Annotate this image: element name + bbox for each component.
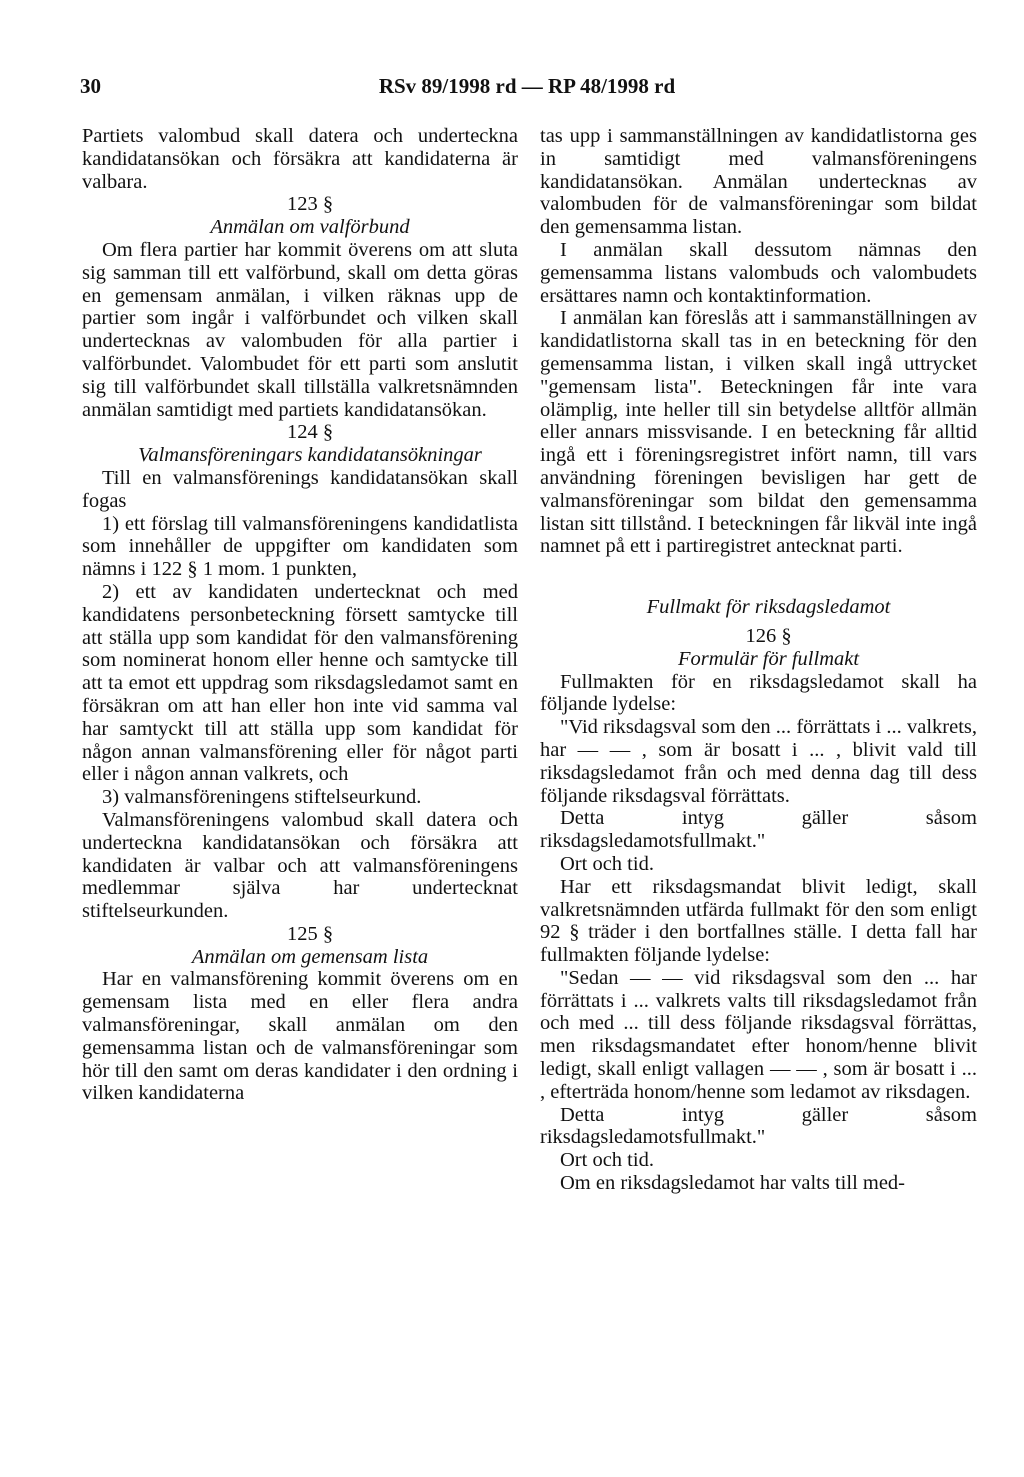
paragraph: Har en valmansförening kommit överens om en gemensam lista med en eller flera andra valmansföreningar, skall anmälan om den gemensamma listan och de valmansföreningar som hör till den samt om deras kandidater i den ordning i vilken kandidaterna — [82, 968, 518, 1105]
section-number: 126 § — [745, 624, 792, 647]
running-header: RSv 89/1998 rd — RP 48/1998 rd — [378, 74, 676, 98]
paragraph: I anmälan kan föreslås att i sammanställningen av kandidatlistorna skall tas in en beteckning för den gemensamma listan, i vilken skall ingå uttrycket "gemensam lista". Beteckningen får inte vara olämplig, inte heller till sin betydelse alltför allmän eller annars missvisande. I en beteckning får alltid ingå ett i föreningsregistret infört namn, till vars användning föreningen bevisligen har gett de valmansföreningar som bildat den gemensamma listan sitt tillstånd. I beteckningen får likväl inte ingå namnet på ett i partiregistret antecknat parti. — [540, 307, 977, 558]
section-title: Anmälan om valförbund — [210, 216, 410, 239]
chapter-title: Fullmakt för riksdagsledamot — [646, 596, 891, 619]
paragraph: Till en valmansförenings kandidatansökan skall fogas — [82, 466, 518, 512]
paragraph: Om en riksdagsledamot har valts till med- — [560, 1172, 906, 1195]
right-column — [540, 125, 977, 1195]
list-item: 2) ett av kandidaten undertecknat och med kandidatens personbeteckning försett samtycke till att ställa upp som kandidat för den valmansförening som nominerat honom eller henne och samtycke till att ta emot ett uppdrag som riksdagsledamot samt en försäkran om att han eller hon inte vid samma val har samtyckt till att ställa upp som kandidat för någon annan valmansförening eller för något parti eller i någon annan valkrets, och — [82, 580, 518, 786]
page-number: 30 — [80, 74, 101, 98]
paragraph: "Vid riksdagsval som den ... förrättats i ... valkrets, har — — , som är bosatt i ... , blivit vald till riksdagsledamot från och med denna dag till dess följande riksdagsval förrättats. — [540, 716, 977, 807]
list-item: 3) valmansföreningens stiftelseurkund. — [102, 786, 422, 809]
paragraph: Detta intyg gäller såsom riksdagsledamotsfullmakt." — [540, 1103, 977, 1149]
paragraph: Partiets valombud skall datera och underteckna kandidatansökan och försäkra att kandidaterna är valbara. — [82, 125, 518, 193]
list-item: 1) ett förslag till valmansföreningens kandidatlista som innehåller de uppgifter om kandidaten som nämns i 122 § 1 mom. 1 punkten, — [82, 512, 518, 581]
section-title: Valmansföreningars kandidatansökningar — [138, 444, 482, 467]
paragraph: Ort och tid. — [560, 1149, 654, 1172]
paragraph: Detta intyg gäller såsom riksdagsledamotsfullmakt." — [540, 807, 977, 853]
paragraph: tas upp i sammanställningen av kandidatlistorna ges in samtidigt med valmansföreningens kandidatansökan. Anmälan undertecknas av valombuden för de valmansföreningar som bildat den gemensamma listan. — [540, 125, 977, 239]
section-number: 123 § — [286, 193, 334, 216]
paragraph: Valmansföreningens valombud skall datera och underteckna kandidatansökan och försäkra att kandidaten är valbar och att valmansföreningens medlemmar själva har undertecknat stiftelseurkunden. — [82, 808, 518, 923]
paragraph: I anmälan skall dessutom nämnas den gemensamma listans valombuds och valombudets ersättares namn och kontaktinformation. — [540, 238, 977, 307]
section-number: 124 § — [286, 421, 334, 444]
paragraph: Om flera partier har kommit överens om att sluta sig samman till ett valförbund, skall om detta göras en gemensam anmälan, i vilken räknas upp de partier som ingår i valförbundet och vilken skall undertecknas av valombuden för alla partier i valförbundet. Valombudet för ett parti som anslutit sig till valförbundet skall tillställa valkretsnämnden anmälan samtidigt med partiets kandidatansökan. — [82, 238, 518, 421]
section-title: Formulär för fullmakt — [677, 647, 860, 670]
section-title: Anmälan om gemensam lista — [191, 945, 429, 968]
paragraph: Ort och tid. — [560, 852, 654, 875]
paragraph: Har ett riksdagsmandat blivit ledigt, skall valkretsnämnden utfärda fullmakt för den som enligt 92 § träder i den bortfallnes ställe. I detta fall har fullmakten följande lydelse: — [540, 875, 977, 967]
paragraph: Fullmakten för en riksdagsledamot skall ha följande lydelse: — [540, 670, 977, 716]
left-column — [82, 125, 518, 1105]
section-number: 125 § — [286, 922, 334, 945]
paragraph: "Sedan — — vid riksdagsval som den ... har förrättats i ... valkrets valts till riksdagsledamot från och med ... till dess följande riksdagsval förrättas, men riksdagsmandatet efter honom/henne blivit ledigt, skall enligt vallagen — — , som är bosatt i ... , efterträda honom/henne som ledamot av riksdagen. — [540, 966, 977, 1103]
